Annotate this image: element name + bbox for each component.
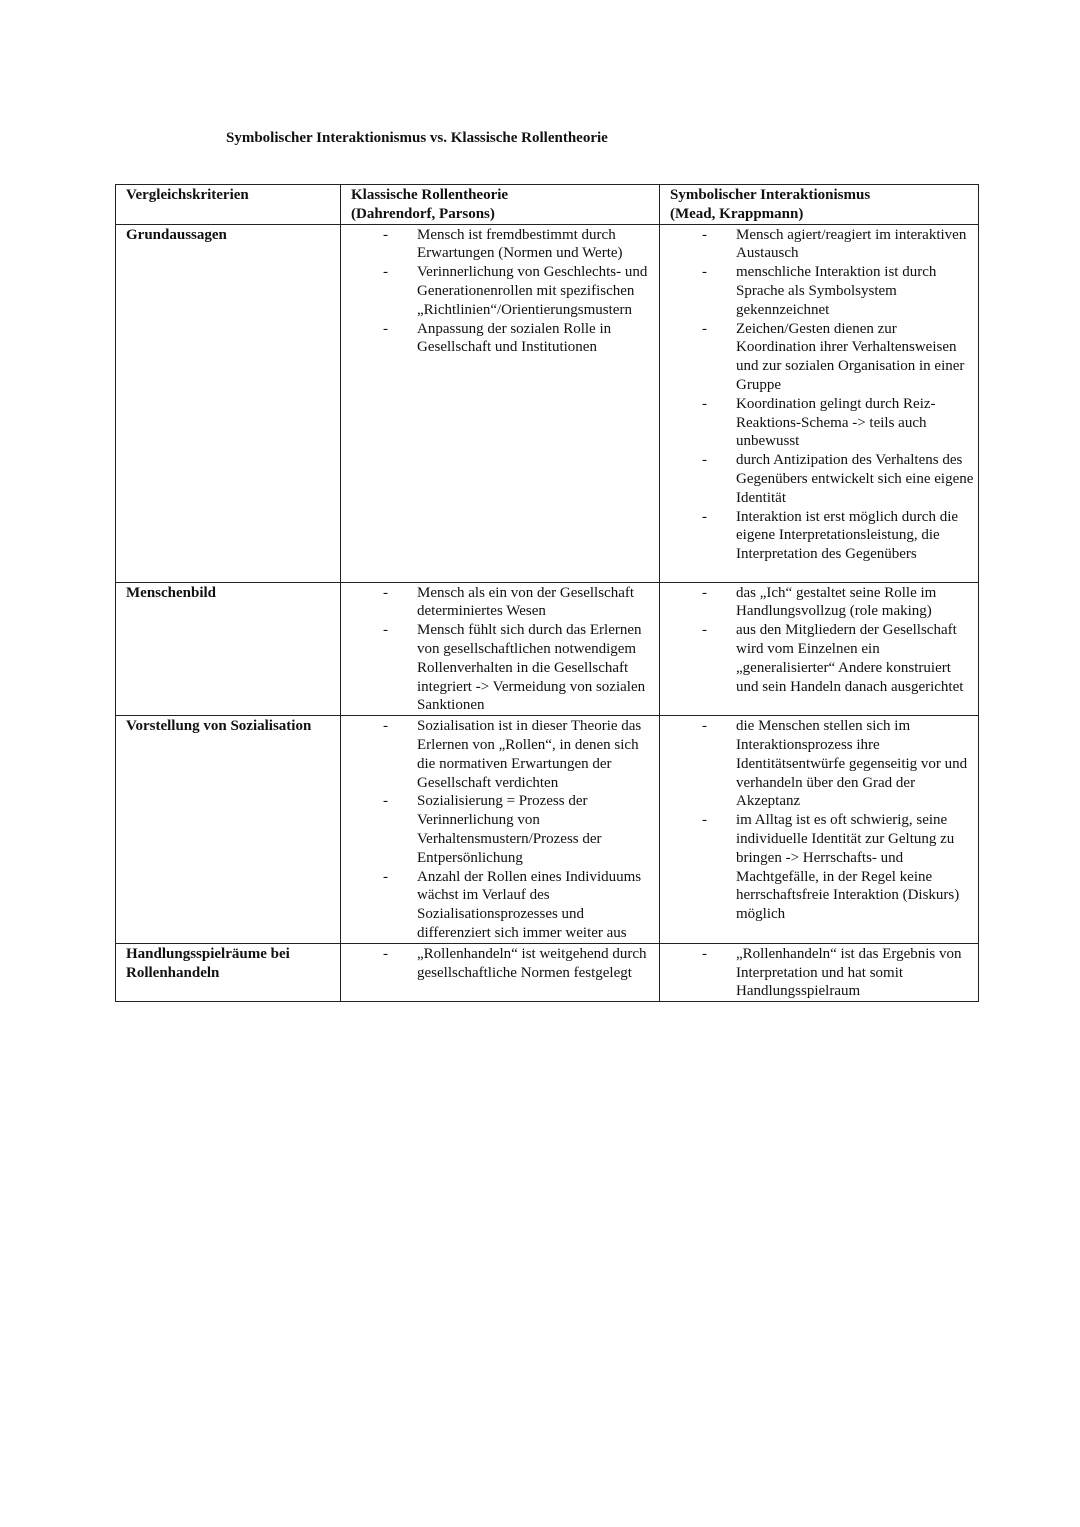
list-item: - Mensch als ein von der Gesellschaft determiniertes Wesen: [351, 584, 655, 622]
classic-cell: [341, 716, 660, 944]
list-item: - Zeichen/Gesten dienen zur Koordination ihrer Verhaltensweisen und zur sozialen Organisation in einer Gruppe: [670, 320, 974, 395]
list-item: - im Alltag ist es oft schwierig, seine individuelle Identität zur Geltung zu bringen -> Herrschafts- und Machtgefälle, in der Regel keine herrschaftsfreie Interaktion (Diskurs) möglich: [670, 811, 974, 924]
list-item: - das „Ich“ gestaltet seine Rolle im Handlungsvollzug (role making): [670, 584, 974, 622]
list-item: - menschliche Interaktion ist durch Sprache als Symbolsystem gekennzeichnet: [670, 263, 974, 319]
list-item: - die Menschen stellen sich im Interaktionsprozess ihre Identitätsentwürfe gegenseitig vor und verhandeln über den Grad der Akzeptanz: [670, 717, 974, 811]
list-item: - „Rollenhandeln“ ist das Ergebnis von Interpretation und hat somit Handlungsspielraum: [670, 945, 974, 1001]
header-classic-title: Klassische Rollentheorie: [351, 187, 509, 203]
symbolic-cell: [660, 943, 979, 1001]
classic-cell: [341, 224, 660, 582]
list-item: - Mensch agiert/reagiert im interaktiven Austausch: [670, 226, 974, 264]
header-classic-role-theory: [341, 185, 660, 225]
header-criteria: Vergleichskriterien: [116, 185, 341, 225]
symbolic-cell: [660, 716, 979, 944]
header-symbolic-interactionism: [660, 185, 979, 225]
header-symbolic-title: Symbolischer Interaktionismus: [670, 187, 871, 203]
list-item: - Interaktion ist erst möglich durch die eigene Interpretationsleistung, die Interpretation des Gegenübers: [670, 508, 974, 564]
table-row: [116, 224, 979, 582]
row-criterion: Vorstellung von Sozialisation: [116, 716, 341, 944]
list-item: - durch Antizipation des Verhaltens des Gegenübers entwickelt sich eine eigene Identität: [670, 451, 974, 507]
table-row: [116, 582, 979, 716]
row-criterion: Handlungsspielräume bei Rollenhandeln: [116, 943, 341, 1001]
list-item: - Anzahl der Rollen eines Individuums wächst im Verlauf des Sozialisationsprozesses und differenziert sich immer weiter aus: [351, 868, 655, 943]
row-criterion: Grundaussagen: [116, 224, 341, 582]
header-classic-authors: (Dahrendorf, Parsons): [351, 205, 495, 222]
table-row: [116, 943, 979, 1001]
list-item: - aus den Mitgliedern der Gesellschaft wird vom Einzelnen ein „generalisierter“ Andere konstruiert und sein Handeln danach ausgerichtet: [670, 621, 974, 696]
document-title: Symbolischer Interaktionismus vs. Klassische Rollentheorie: [226, 130, 608, 146]
list-item: - „Rollenhandeln“ ist weitgehend durch gesellschaftliche Normen festgelegt: [351, 945, 655, 983]
list-item: - Mensch fühlt sich durch das Erlernen von gesellschaftlichen notwendigem Rollenverhalten in die Gesellschaft integriert -> Vermeidung von sozialen Sanktionen: [351, 621, 655, 715]
classic-cell: [341, 582, 660, 716]
list-item: - Anpassung der sozialen Rolle in Gesellschaft und Institutionen: [351, 320, 655, 358]
symbolic-cell: [660, 224, 979, 582]
list-item: - Mensch ist fremdbestimmt durch Erwartungen (Normen und Werte): [351, 226, 655, 264]
list-item: - Sozialisierung = Prozess der Verinnerlichung von Verhaltensmustern/Prozess der Entpersönlichung: [351, 792, 655, 867]
list-item: - Verinnerlichung von Geschlechts- und Generationenrollen mit spezifischen „Richtlinien“/Orientierungsmustern: [351, 263, 655, 319]
symbolic-cell: [660, 582, 979, 716]
comparison-table: [115, 184, 979, 1002]
classic-cell: [341, 943, 660, 1001]
header-symbolic-authors: (Mead, Krappmann): [670, 205, 804, 222]
row-criterion: Menschenbild: [116, 582, 341, 716]
list-item: - Sozialisation ist in dieser Theorie das Erlernen von „Rollen“, in denen sich die normativen Erwartungen der Gesellschaft verdichten: [351, 717, 655, 792]
table-row: [116, 716, 979, 944]
table-header-row: [116, 185, 979, 225]
list-item: - Koordination gelingt durch Reiz-Reaktions-Schema -> teils auch unbewusst: [670, 395, 974, 451]
